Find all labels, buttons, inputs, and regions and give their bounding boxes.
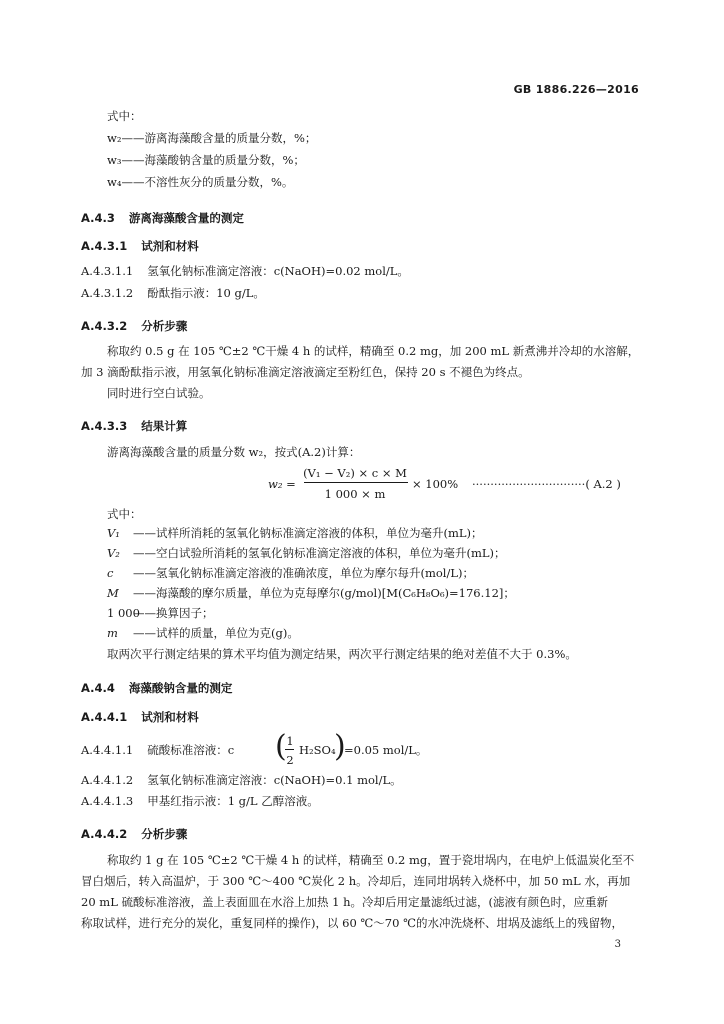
section-number: A.4.4.1 <box>81 710 128 724</box>
item-number: A.4.3.1.2 <box>81 286 134 300</box>
section-number: A.4.3.3 <box>81 419 128 433</box>
chemical-species: H₂SO₄ <box>299 743 336 757</box>
section-number: A.4.4.2 <box>81 827 128 841</box>
formula-lhs: w₂ = <box>268 477 296 491</box>
section-title: 试剂和材料 <box>141 710 199 724</box>
paragraph-line: 称取试样，进行充分的炭化，重复同样的操作)，以 60 ℃～70 ℃的水冲洗烧杯、坩埚及滤纸上的残留物， <box>81 916 623 930</box>
definition-symbol: c <box>107 566 114 580</box>
definition-symbol: m <box>107 626 118 640</box>
paragraph-line: 同时进行空白试验。 <box>107 386 211 400</box>
item-suffix: =0.05 mol/L。 <box>344 743 428 757</box>
equation-number: ·······························( A.2 ) <box>472 477 621 491</box>
definition-row <box>107 568 474 580</box>
definition-row <box>107 608 214 620</box>
item-a4312 <box>81 288 265 300</box>
definition-text: ——氢氧化钠标准滴定溶液的准确浓度，单位为摩尔每升(mol/L)； <box>133 566 474 580</box>
definition-symbol: M <box>107 586 119 600</box>
definition-w3: w₃——海藻酸钠含量的质量分数，%； <box>107 153 305 167</box>
standard-code: GB 1886.226—2016 <box>513 83 639 96</box>
paragraph-line: 称取约 0.5 g 在 105 ℃±2 ℃干燥 4 h 的试样，精确至 0.2 mg，加 200 mL 新煮沸并冷却的水溶解， <box>107 344 640 358</box>
item-number: A.4.3.1.1 <box>81 264 134 278</box>
section-title: 海藻酸钠含量的测定 <box>128 681 233 695</box>
fraction-bar <box>285 749 294 750</box>
definition-symbol: 1 000 <box>107 606 140 620</box>
section-number: A.4.3 <box>81 211 115 225</box>
definition-w4: w₄——不溶性灰分的质量分数，%。 <box>107 175 294 189</box>
item-text: 硫酸标准溶液：c <box>147 743 235 757</box>
definition-row <box>107 528 483 540</box>
paragraph-line: 加 3 滴酚酞指示液，用氢氧化钠标准滴定溶液滴定至粉红色，保持 20 s 不褪色为终点。 <box>81 365 530 379</box>
item-a4311 <box>81 266 409 278</box>
page-number: 3 <box>614 939 621 950</box>
item-number: A.4.4.1.3 <box>81 794 134 808</box>
section-title: 分析步骤 <box>141 827 188 841</box>
calc-intro: 游离海藻酸含量的质量分数 w₂，按式(A.2)计算： <box>107 445 361 459</box>
right-parenthesis: ) <box>334 729 346 764</box>
definition-row <box>107 628 299 640</box>
where-intro: 式中： <box>107 109 142 123</box>
definition-symbol: V₁ <box>107 526 120 540</box>
section-heading-a43 <box>81 210 244 226</box>
paragraph-line: 冒白烟后，转入高温炉，于 300 ℃～400 ℃炭化 2 h。冷却后，连同坩埚转入烧杯中，加 50 mL 水，再加 <box>81 874 631 888</box>
formula-denominator: 1 000 × m <box>324 487 386 501</box>
section-number: A.4.3.2 <box>81 319 128 333</box>
section-heading-a433 <box>81 418 187 434</box>
item-text: 酚酞指示液：10 g/L。 <box>147 286 265 300</box>
item-text: 氢氧化钠标准滴定溶液：c(NaOH)=0.02 mol/L。 <box>147 264 409 278</box>
where-intro: 式中： <box>107 507 142 521</box>
section-number: A.4.4 <box>81 681 115 695</box>
item-number: A.4.4.1.2 <box>81 773 134 787</box>
definition-text: ——试样的质量，单位为克(g)。 <box>133 626 299 640</box>
item-number: A.4.4.1.1 <box>81 743 134 757</box>
section-heading-a432 <box>81 318 187 334</box>
section-heading-a441 <box>81 709 199 725</box>
paragraph-line: 20 mL 硫酸标准溶液，盖上表面皿在水浴上加热 1 h。冷却后用定量滤纸过滤，(滤液有颜色时，应重新 <box>81 895 609 909</box>
section-title: 结果计算 <box>141 419 188 433</box>
section-heading-a431 <box>81 238 199 254</box>
item-a4411 <box>81 745 234 757</box>
item-text: 甲基红指示液：1 g/L 乙醇溶液。 <box>147 794 319 808</box>
definition-text: ——海藻酸的摩尔质量，单位为克每摩尔(g/mol)[M(C₆H₈O₆)=176.12]； <box>133 586 515 600</box>
definition-text: ——换算因子； <box>133 606 214 620</box>
definition-text: ——空白试验所消耗的氢氧化钠标准滴定溶液的体积，单位为毫升(mL)； <box>133 546 506 560</box>
result-statement: 取两次平行测定结果的算术平均值为测定结果，两次平行测定结果的绝对差值不大于 0.3%。 <box>107 647 577 661</box>
definition-row <box>107 548 506 560</box>
fraction-numerator: 1 <box>286 734 294 748</box>
definition-symbol: V₂ <box>107 546 120 560</box>
section-title: 试剂和材料 <box>141 239 199 253</box>
definition-text: ——试样所消耗的氢氧化钠标准滴定溶液的体积，单位为毫升(mL)； <box>133 526 483 540</box>
left-parenthesis: ( <box>275 729 287 764</box>
paragraph-line: 称取约 1 g 在 105 ℃±2 ℃干燥 4 h 的试样，精确至 0.2 mg，置于瓷坩埚内，在电炉上低温炭化至不 <box>107 853 635 867</box>
item-a4413 <box>81 796 319 808</box>
section-heading-a44 <box>81 680 232 696</box>
section-title: 分析步骤 <box>141 319 188 333</box>
section-title: 游离海藻酸含量的测定 <box>128 211 244 225</box>
item-a4412 <box>81 775 402 787</box>
fraction-denominator: 2 <box>286 753 294 767</box>
section-heading-a442 <box>81 826 187 842</box>
item-text: 氢氧化钠标准滴定溶液：c(NaOH)=0.1 mol/L。 <box>147 773 402 787</box>
section-number: A.4.3.1 <box>81 239 128 253</box>
definition-w2: w₂——游离海藻酸含量的质量分数，%； <box>107 131 317 145</box>
formula-tail: × 100% <box>412 477 459 491</box>
formula-numerator: (V₁ − V₂) × c × M <box>303 466 407 480</box>
fraction-bar <box>304 482 408 483</box>
definition-row <box>107 588 515 600</box>
